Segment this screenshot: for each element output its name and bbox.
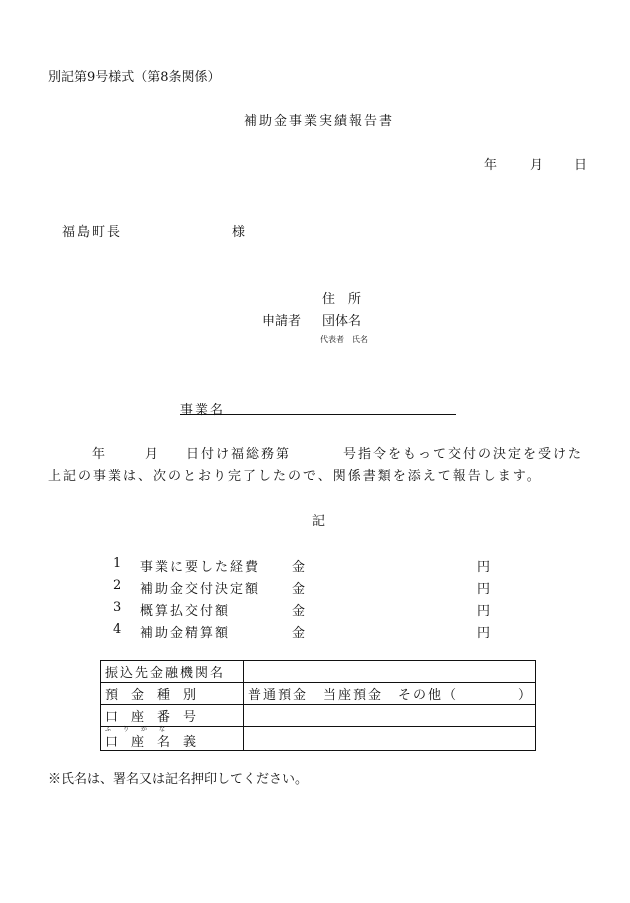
bank-name-value <box>244 661 536 683</box>
signature-note: ※氏名は、署名又は記名押印してください。 <box>48 772 309 787</box>
table-row <box>101 727 536 751</box>
date-year: 年 <box>484 158 498 173</box>
address-label: 住 所 <box>322 292 362 307</box>
account-holder-ruby: ふ り が な <box>105 726 166 733</box>
applicant-role-label: 申請者 <box>262 314 302 329</box>
body-rest: 号指令をもって交付の決定を受けた <box>343 447 584 462</box>
account-number-value <box>244 705 536 727</box>
body-ref: 日付け福総務第 <box>186 447 292 462</box>
org-label: 団体名 <box>322 314 362 329</box>
bank-name-label: 振込先金融機関名 <box>101 661 244 683</box>
date-month: 月 <box>530 158 544 173</box>
account-type-value: 普通預金 当座預金 その他（ ） <box>244 683 536 705</box>
body-line-2: 上記の事業は、次のとおり完了したので、関係書類を添えて報告します。 <box>48 469 542 484</box>
project-name-label: 事業名 <box>180 403 226 418</box>
account-type-label: 預 金 種 別 <box>101 683 244 705</box>
account-number-label: 口 座 番 号 <box>101 705 244 727</box>
form-label: 別記第9号様式（第8条関係） <box>48 70 221 85</box>
addressee-name: 福島町長 <box>62 225 123 240</box>
bank-info-table <box>100 660 536 751</box>
table-row <box>101 661 536 683</box>
ki-heading: 記 <box>312 514 326 529</box>
project-name-field <box>180 399 456 418</box>
date-day: 日 <box>574 158 588 173</box>
body-year: 年 <box>92 447 106 462</box>
rep-label: 代表者 氏名 <box>320 335 368 344</box>
addressee-honorific: 様 <box>232 225 246 240</box>
document-title: 補助金事業実績報告書 <box>244 114 395 129</box>
body-month: 月 <box>145 447 159 462</box>
table-row <box>101 683 536 705</box>
account-holder-value <box>244 727 536 751</box>
account-holder-label: 口 座 名 義 <box>105 735 197 750</box>
